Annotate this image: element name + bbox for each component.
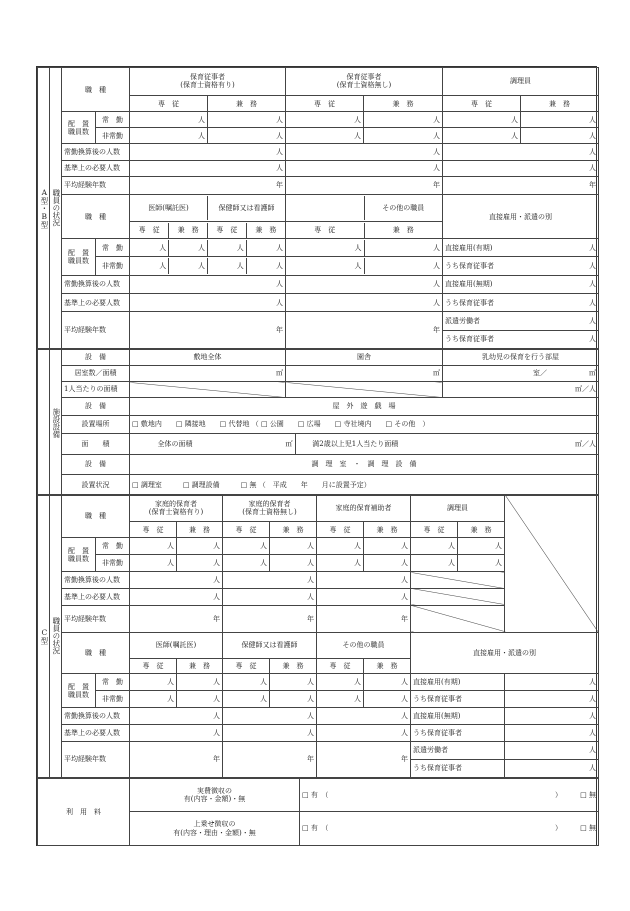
emp-direct-fixed: 直接雇用(有期) (445, 243, 493, 252)
ab-header-cook: 調理員 (443, 68, 599, 96)
count-field[interactable]: 人 (443, 144, 599, 160)
dedicated-label: 専 従 (411, 522, 458, 538)
count-field[interactable]: 人 (411, 538, 458, 555)
location-label: 設置場所 (62, 416, 130, 434)
count-field[interactable]: 人 (505, 725, 599, 742)
count-field[interactable]: 人 (130, 258, 169, 274)
dedicated-label: 専 従 (130, 522, 177, 538)
dedicated-label: 専 従 (223, 658, 270, 674)
count-field[interactable]: 人 (364, 674, 411, 691)
count-field[interactable]: 人 (364, 128, 443, 144)
years-field[interactable]: 年 (223, 742, 317, 778)
count-field[interactable]: 人 (223, 725, 317, 742)
form-frame (36, 66, 597, 846)
emp-dispatched-caregiver: うち保育従事者 (445, 335, 494, 344)
count-field[interactable]: 人 (589, 298, 596, 307)
room-area-label: 居室数／面積 (62, 366, 130, 382)
dedicated-label: 専 従 (208, 223, 247, 238)
dedicated-label: 専 従 (130, 223, 169, 238)
equipment-label: 設 備 (62, 455, 130, 475)
site-total-label: 敷地全体 (130, 350, 286, 366)
na-cell (411, 572, 505, 589)
count-field[interactable]: 人 (411, 555, 458, 572)
facility-section (37, 349, 598, 496)
dedicated-label: 専 従 (317, 658, 364, 674)
count-field[interactable]: 人 (317, 708, 411, 725)
required-label: 基準上の必要人数 (62, 160, 130, 176)
count-field[interactable]: 人 (169, 258, 208, 274)
avg-years-label: 平均経験年数 (62, 742, 130, 778)
count-field[interactable]: 人 (433, 262, 440, 271)
count-field[interactable]: 人 (130, 144, 286, 160)
count-field[interactable]: 人 (317, 674, 364, 691)
placement-label: 配 置 職員数 (62, 112, 96, 144)
count-field[interactable]: 人 (130, 708, 223, 725)
dedicated-label: 専 従 (317, 522, 364, 538)
count-field[interactable]: 人 (208, 240, 247, 256)
count-field[interactable]: 人 (130, 240, 169, 256)
count-field[interactable]: 人 (130, 160, 286, 176)
years-field[interactable]: 年 (286, 312, 443, 349)
years-field[interactable]: 年 (286, 176, 443, 194)
count-field[interactable]: 人 (521, 112, 599, 128)
job-type-label: 職 種 (62, 68, 130, 112)
count-field[interactable]: 人 (505, 742, 599, 760)
count-field[interactable]: 人 (130, 128, 208, 144)
count-field[interactable]: 人 (521, 128, 599, 144)
job-type-label: 職 種 (62, 495, 130, 538)
parttime-label: 非常勤 (96, 691, 130, 708)
area-field[interactable]: ㎡ (286, 366, 443, 382)
count-field[interactable]: 人 (505, 708, 599, 725)
placement-label: 配 置 職員数 (62, 538, 96, 572)
c-header-cook: 調理員 (411, 495, 505, 522)
fulltime-label: 常 勤 (96, 538, 130, 555)
dedicated-label: 専 従 (223, 522, 270, 538)
count-field[interactable]: 人 (130, 588, 223, 605)
count-field[interactable]: 人 (317, 691, 364, 708)
ab-header-nurse: 保健師又は看護師 (218, 203, 275, 212)
years-field[interactable]: 年 (130, 605, 223, 632)
count-field[interactable]: 人 (505, 691, 599, 708)
count-field[interactable]: 人 (130, 725, 223, 742)
count-field[interactable]: 人 (317, 725, 411, 742)
emp-dispatched: 派遣労働者 (411, 742, 505, 760)
concurrent-label: 兼 務 (169, 223, 208, 238)
area-label: 面 積 (62, 434, 130, 455)
c-header-employment-type: 直接雇用・派遣の別 (411, 633, 599, 674)
na-cell (130, 382, 286, 398)
count-field[interactable]: 人 (130, 538, 177, 555)
area-field[interactable]: ㎡ (220, 434, 295, 454)
dedicated-label: 専 従 (443, 95, 521, 111)
count-field[interactable]: 人 (130, 691, 177, 708)
count-field[interactable]: 人 (458, 555, 505, 572)
count-field[interactable]: 人 (589, 335, 596, 344)
per-person-area-label: 1人当たりの面積 (62, 382, 130, 398)
count-field[interactable]: 人 (286, 275, 443, 293)
bracket-close: ） (555, 824, 562, 833)
years-field[interactable]: 年 (223, 605, 317, 632)
c-header-home-qualified: 家庭的保育者 (保育士資格有り) (130, 495, 223, 522)
count-field[interactable]: 人 (286, 294, 443, 312)
per-person-area-field[interactable]: ㎡／人 (443, 382, 599, 398)
count-field[interactable]: 人 (270, 555, 317, 572)
fulltime-label: 常 勤 (96, 112, 130, 128)
years-field[interactable]: 年 (443, 176, 599, 194)
count-field[interactable]: 人 (589, 316, 596, 325)
count-field[interactable]: 人 (223, 538, 270, 555)
ab-header-caregiver-qualified: 保育従事者 (保育士資格有り) (130, 68, 286, 96)
ab-staff-section (37, 67, 598, 349)
emp-direct-indefinite-caregiver: うち保育従事者 (411, 725, 505, 742)
location-options[interactable]: □ 敷地内 □ 隣接地 □ 代替地 （ □ 公園 □ 広場 □ 寺社境内 □ その他 ） (130, 416, 599, 434)
count-field[interactable]: 人 (589, 262, 596, 271)
ab-type-label: A型・B型 (38, 68, 50, 349)
count-field[interactable]: 人 (177, 674, 223, 691)
job-type-label: 職 種 (62, 194, 130, 238)
count-field[interactable]: 人 (317, 538, 364, 555)
install-status-label: 設置状況 (62, 475, 130, 496)
fulltime-label: 常 勤 (96, 674, 130, 691)
concurrent-label: 兼 務 (521, 95, 599, 111)
concurrent-label: 兼 務 (270, 658, 317, 674)
dedicated-label: 専 従 (130, 95, 208, 111)
count-field[interactable]: 人 (505, 674, 599, 691)
count-field[interactable]: 人 (223, 555, 270, 572)
actual-fee-yes-checkbox[interactable]: □ 有 （ (302, 790, 329, 799)
years-field[interactable]: 年 (130, 176, 286, 194)
concurrent-label: 兼 務 (364, 95, 443, 111)
equipment-label: 設 備 (62, 350, 130, 366)
years-field[interactable]: 年 (317, 605, 411, 632)
count-field[interactable]: 人 (286, 128, 364, 144)
years-field[interactable]: 年 (130, 312, 286, 349)
extra-fee-yes-checkbox[interactable]: □ 有 （ (302, 824, 329, 833)
fte-label: 常勤換算後の人数 (62, 144, 130, 160)
fee-section (37, 778, 598, 846)
concurrent-label: 兼 務 (364, 658, 411, 674)
kitchen-options[interactable]: □ 調理室 □ 調理設備 □ 無 （ 平成 年 月に設置予定） (130, 475, 599, 496)
count-field[interactable]: 人 (270, 674, 317, 691)
count-field[interactable]: 人 (443, 160, 599, 176)
avg-years-label: 平均経験年数 (62, 605, 130, 632)
fte-label: 常勤換算後の人数 (62, 572, 130, 589)
c-header-doctor: 医師(嘱託医) (130, 633, 223, 658)
c-type-label: C型 (38, 495, 50, 778)
count-field[interactable]: 人 (286, 240, 364, 256)
count-field[interactable]: 人 (130, 275, 286, 293)
count-field[interactable]: 人 (177, 538, 223, 555)
fte-label: 常勤換算後の人数 (62, 275, 130, 293)
count-field[interactable]: 人 (317, 572, 411, 589)
ab-staff-status-label: 職員の状況 (50, 68, 62, 349)
ab-header-doctor: 医師(嘱託医) (130, 196, 208, 220)
ab-header-other: その他の職員 (382, 203, 425, 212)
ab-header-caregiver-unqualified: 保育従事者 (保育士資格無し) (286, 68, 443, 96)
per-child-area-field[interactable]: ㎡／人 (575, 439, 596, 448)
concurrent-label: 兼 務 (208, 95, 286, 111)
actual-fee-label: 実費徴収の 有(内容・金額)・無 (130, 779, 300, 812)
count-field[interactable]: 人 (208, 128, 286, 144)
concurrent-label: 兼 務 (177, 522, 223, 538)
count-field[interactable]: 人 (276, 262, 283, 271)
concurrent-label: 兼 務 (270, 522, 317, 538)
c-header-nurse: 保健師又は看護師 (223, 633, 317, 658)
kitchen-equipment-label: 調 理 室 ・ 調 理 設 備 (130, 455, 599, 475)
count-field[interactable]: 人 (433, 243, 440, 252)
count-field[interactable]: 人 (364, 538, 411, 555)
total-area-label: 全体の面積 (157, 439, 193, 448)
count-field[interactable]: 人 (169, 240, 208, 256)
concurrent-label: 兼 務 (392, 225, 414, 234)
c-staff-status-label: 職員の状況 (50, 495, 62, 778)
years-field[interactable]: 年 (317, 742, 411, 778)
playground-label: 屋 外 遊 戯 場 (130, 398, 599, 416)
emp-direct-fixed-caregiver: うち保育従事者 (411, 691, 505, 708)
c-header-home-unqualified: 家庭的保育者 (保育士資格無し) (223, 495, 317, 522)
emp-direct-fixed: 直接雇用(有期) (411, 674, 505, 691)
ab-type-cont (38, 350, 50, 496)
count-field[interactable]: 人 (505, 759, 599, 777)
emp-dispatched-caregiver: うち保育従事者 (411, 759, 505, 777)
na-cell (411, 588, 505, 605)
area-field[interactable]: ㎡ (130, 366, 286, 382)
count-field[interactable]: 人 (276, 243, 283, 252)
per-child-area-label: 満2歳以上児1人当たり面積 (312, 439, 399, 448)
emp-dispatched: 派遣労働者 (445, 316, 480, 325)
placement-label: 配 置 職員数 (62, 674, 96, 708)
avg-years-label: 平均経験年数 (62, 312, 130, 349)
na-cell (286, 382, 443, 398)
building-label: 園舎 (286, 350, 443, 366)
count-field[interactable]: 人 (589, 243, 596, 252)
count-field[interactable]: 人 (364, 555, 411, 572)
years-field[interactable]: 年 (130, 742, 223, 778)
concurrent-label: 兼 務 (458, 522, 505, 538)
count-field[interactable]: 人 (223, 588, 317, 605)
fulltime-label: 常 勤 (96, 239, 130, 257)
na-cell (505, 495, 599, 633)
count-field[interactable]: 人 (286, 112, 364, 128)
count-field[interactable]: 人 (443, 112, 521, 128)
dedicated-label: 専 従 (286, 95, 364, 111)
emp-direct-indefinite: 直接雇用(無期) (445, 280, 493, 289)
count-field[interactable]: 人 (317, 555, 364, 572)
count-field[interactable]: 人 (223, 691, 270, 708)
emp-direct-indefinite-caregiver: うち保育従事者 (445, 298, 494, 307)
count-field[interactable]: 人 (286, 258, 364, 274)
count-field[interactable]: 人 (223, 674, 270, 691)
na-cell (411, 605, 505, 632)
concurrent-label: 兼 務 (177, 658, 223, 674)
count-field[interactable]: 人 (130, 572, 223, 589)
count-field[interactable]: 人 (130, 555, 177, 572)
count-field[interactable]: 人 (223, 572, 317, 589)
room-area-field[interactable]: 室／ ㎡ (443, 366, 599, 382)
count-field[interactable]: 人 (270, 538, 317, 555)
placement-label: 配 置 職員数 (62, 239, 96, 276)
count-field[interactable]: 人 (130, 674, 177, 691)
avg-years-label: 平均経験年数 (62, 176, 130, 194)
concurrent-label: 兼 務 (364, 522, 411, 538)
usage-fee-label: 利 用 料 (38, 779, 130, 846)
count-field[interactable]: 人 (130, 112, 208, 128)
parttime-label: 非常勤 (96, 555, 130, 572)
count-field[interactable]: 人 (286, 160, 443, 176)
concurrent-label: 兼 務 (255, 225, 277, 234)
parttime-label: 非常勤 (96, 128, 130, 144)
count-field[interactable]: 人 (208, 112, 286, 128)
count-field[interactable]: 人 (130, 294, 286, 312)
equipment-label: 設 備 (62, 398, 130, 416)
parttime-label: 非常勤 (96, 257, 130, 275)
count-field[interactable]: 人 (208, 258, 247, 274)
required-label: 基準上の必要人数 (62, 294, 130, 312)
count-field[interactable]: 人 (177, 691, 223, 708)
actual-fee-no-checkbox[interactable]: □ 無 (580, 790, 596, 799)
count-field[interactable]: 人 (443, 128, 521, 144)
count-field[interactable]: 人 (458, 538, 505, 555)
ab-header-employment-type: 直接雇用・派遣の別 (443, 194, 599, 238)
facility-label: 施設設備 (50, 350, 62, 496)
bracket-close: ） (555, 790, 562, 799)
count-field[interactable]: 人 (177, 555, 223, 572)
count-field[interactable]: 人 (364, 691, 411, 708)
dedicated-label: 専 従 (286, 223, 364, 238)
extra-fee-label: 上乗せ徴収の 有(内容・理由・金額)・無 (130, 812, 300, 846)
required-label: 基準上の必要人数 (62, 588, 130, 605)
count-field[interactable]: 人 (589, 280, 596, 289)
job-type-label: 職 種 (62, 633, 130, 674)
c-header-other: その他の職員 (317, 633, 411, 658)
count-field[interactable]: 人 (270, 691, 317, 708)
extra-fee-no-checkbox[interactable]: □ 無 (580, 824, 596, 833)
emp-direct-indefinite: 直接雇用(無期) (411, 708, 505, 725)
fte-label: 常勤換算後の人数 (62, 708, 130, 725)
dedicated-label: 専 従 (130, 658, 177, 674)
emp-direct-fixed-caregiver: うち保育従事者 (445, 262, 494, 271)
count-field[interactable]: 人 (364, 112, 443, 128)
count-field[interactable]: 人 (286, 144, 443, 160)
ab-header-nurse-cont (286, 196, 364, 220)
c-staff-section (37, 494, 598, 778)
infant-room-label: 乳幼児の保育を行う部屋 (443, 350, 599, 366)
c-header-assistant: 家庭的保育補助者 (317, 495, 411, 522)
count-field[interactable]: 人 (223, 708, 317, 725)
required-label: 基準上の必要人数 (62, 725, 130, 742)
count-field[interactable]: 人 (317, 588, 411, 605)
